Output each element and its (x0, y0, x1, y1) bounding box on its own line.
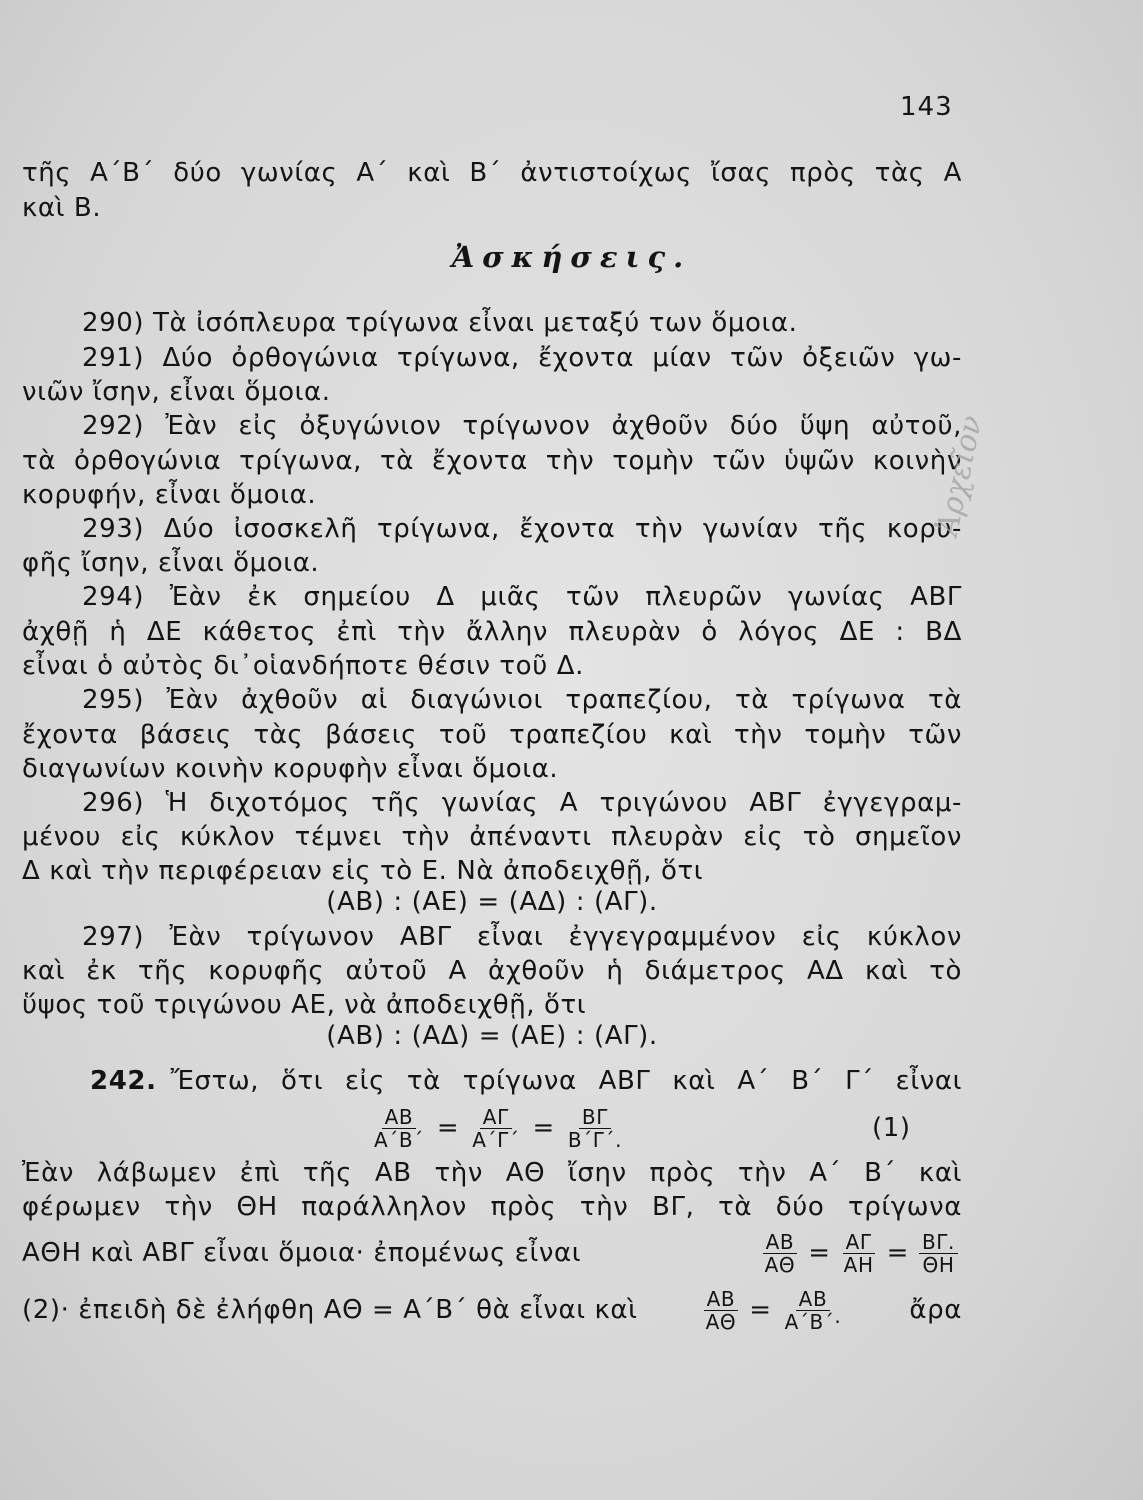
exercise-296-line-2: μένου εἰς κύκλον τέμνει τὴν ἀπέναντι πλευρὰν εἰς τὸ σημεῖον (22, 822, 962, 852)
exercise-296-line-3: Δ καὶ τὴν περιφέρειαν εἰς τὸ Ε. Νὰ ἀποδειχθῇ, ὅτι (22, 856, 704, 886)
exercise-293-line-1: 293) Δύο ἰσοσκελῆ τρίγωνα, ἔχοντα τὴν γωνίαν τῆς κορυ- (82, 514, 962, 544)
exercise-295-line-3: διαγωνίων κοινὴν κορυφὴν εἶναι ὅμοια. (22, 754, 559, 784)
section-242-line-2: Ἐὰν λάβωμεν ἐπὶ τῆς ΑΒ τὴν ΑΘ ἴσην πρὸς τὴν Α΄ Β΄ καὶ (22, 1158, 962, 1188)
exercise-292-line-1: 292) Ἐὰν εἰς ὀξυγώνιον τρίγωνον ἀχθοῦν δύο ὕψη αὐτοῦ, (82, 411, 962, 441)
exercises-heading: Ἀσκήσεις. (451, 240, 692, 274)
exercise-290-line-1: 290) Τὰ ἰσόπλευρα τρίγωνα εἶναι μεταξύ των ὅμοια. (82, 308, 798, 338)
eq2-fraction-3: $\frac{B\Gamma.}{\Theta H}$ (919, 1231, 958, 1276)
exercise-293-line-2: φῆς ἴσην, εἶναι ὅμοια. (22, 548, 320, 578)
exercise-291-line-1: 291) Δύο ὀρθογώνια τρίγωνα, ἔχοντα μίαν τῶν ὀξειῶν γω- (82, 343, 962, 373)
eq2-fraction-1: $\frac{AB}{A\Theta}$ (764, 1229, 796, 1277)
intro-line-2: καὶ Β. (22, 193, 102, 223)
eq3-fraction-1: $\frac{AB}{A\Theta}$ (705, 1286, 737, 1334)
section-242-line-1 (90, 1063, 962, 1099)
page-number: 143 (900, 92, 953, 122)
eq1-fraction-3: $\frac{B\Gamma}{B΄\Gamma΄.}$ (567, 1104, 623, 1152)
section-242-text: Ἔστω, ὅτι εἰς τὰ τρίγωνα ΑΒΓ καὶ Α΄ Β΄ Γ΄ εἶναι (170, 1066, 962, 1096)
exercise-295-line-2: ἔχοντα βάσεις τὰς βάσεις τοῦ τραπεζίου καὶ τὴν τομὴν τῶν (22, 720, 962, 750)
equation-3: $\frac{AB}{A\Theta}$ = $\frac{AB}{A΄B΄\cdot}$ (699, 1288, 849, 1333)
exercise-292-line-3: κορυφήν, εἶναι ὅμοια. (22, 480, 317, 510)
eq2-fraction-2: $\frac{A\Gamma}{AH}$ (843, 1229, 874, 1277)
exercise-294-line-3: εἶναι ὁ αὐτὸς δι᾽οἱανδήποτε θέσιν τοῦ Δ. (22, 651, 584, 681)
equation-2: $\frac{AB}{A\Theta}$ = $\frac{A\Gamma}{AH}$ = $\frac{B\Gamma.}{\Theta H}$ (758, 1231, 962, 1276)
intro-line-1: τῆς Α΄Β΄ δύο γωνίας Α΄ καὶ Β΄ ἀντιστοίχως ἴσας πρὸς τὰς Α (22, 158, 962, 188)
exercise-296-line-1: 296) Ἡ διχοτόμος τῆς γωνίας Α τριγώνου ΑΒΓ ἐγγεγραμ- (82, 788, 962, 818)
margin-stamp: Ἀρχεῖον (930, 412, 990, 539)
section-242-line-3: φέρωμεν τὴν ΘΗ παράλληλον πρὸς τὴν ΒΓ, τὰ δύο τρίγωνα (22, 1192, 962, 1222)
equation-1: $\frac{AB}{A΄B΄}$ = $\frac{A\Gamma}{A΄\Gamma΄}$ = $\frac{B\Gamma}{B΄\Gamma΄.}$ (1) (22, 1104, 962, 1152)
section-242-line-5 (22, 1285, 962, 1335)
exercise-297-line-3: ὕψος τοῦ τριγώνου ΑΕ, νὰ ἀποδειχθῇ, ὅτι (22, 990, 587, 1020)
exercise-291-line-2: νιῶν ἴσην, εἶναι ὅμοια. (22, 377, 331, 407)
section-number: 242. (90, 1066, 157, 1096)
exercise-297-line-2: καὶ ἐκ τῆς κορυφῆς αὐτοῦ Α ἀχθοῦν ἡ διάμετρος ΑΔ καὶ τὸ (22, 956, 962, 986)
eq3-fraction-2: $\frac{AB}{A΄B΄\cdot}$ (784, 1286, 842, 1334)
exercise-292-line-2: τὰ ὀρθογώνια τρίγωνα, τὰ ἔχοντα τὴν τομὴν τῶν ὑψῶν κοινὴν (22, 446, 962, 476)
exercise-297-formula: (ΑΒ) : (ΑΔ) = (ΑΕ) : (ΑΓ). (326, 1021, 658, 1051)
exercise-294-line-1: 294) Ἐὰν ἐκ σημείου Δ μιᾶς τῶν πλευρῶν γωνίας ΑΒΓ (82, 582, 962, 612)
exercise-296-formula: (ΑΒ) : (ΑΕ) = (ΑΔ) : (ΑΓ). (326, 887, 658, 917)
section-242-line-5-text: (2)· ἐπειδὴ δὲ ἐλήφθη ΑΘ = Α΄Β΄ θὰ εἶναι καὶ (22, 1295, 638, 1325)
exercise-297-line-1: 297) Ἐὰν τρίγωνον ΑΒΓ εἶναι ἐγγεγραμμένον εἰς κύκλον (82, 922, 962, 952)
section-242-line-4 (22, 1228, 962, 1278)
section-242-line-5-end: ἄρα (909, 1295, 962, 1325)
exercise-294-line-2: ἀχθῇ ἡ ΔΕ κάθετος ἐπὶ τὴν ἄλλην πλευρὰν ὁ λόγος ΔΕ : ΒΔ (22, 617, 962, 647)
equation-1-label: (1) (872, 1113, 911, 1143)
exercise-295-line-1: 295) Ἐὰν ἀχθοῦν αἱ διαγώνιοι τραπεζίου, τὰ τρίγωνα τὰ (82, 685, 962, 715)
section-242-line-4-text: ΑΘΗ καὶ ΑΒΓ εἶναι ὅμοια· ἐπομένως εἶναι (22, 1238, 582, 1268)
eq1-fraction-1: $\frac{AB}{A΄B΄}$ (374, 1104, 424, 1152)
eq1-fraction-2: $\frac{A\Gamma}{A΄\Gamma΄}$ (472, 1104, 520, 1152)
